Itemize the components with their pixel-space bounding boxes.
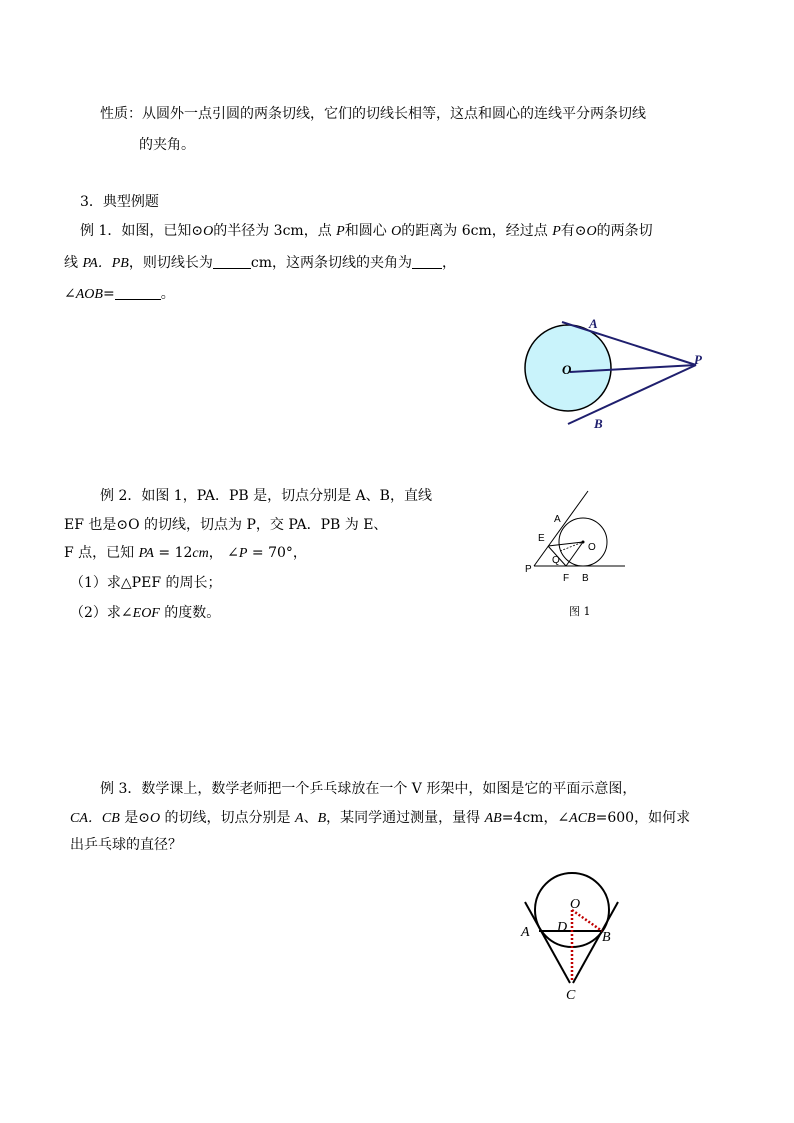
ex3-text: 是⊙ — [119, 810, 150, 826]
ex2-text: （2）求∠ — [70, 605, 133, 621]
ex1-text: 有⊙ — [560, 223, 587, 239]
ex2-label-o: O — [588, 542, 596, 553]
ex2-label-e: E — [538, 533, 545, 544]
property-line-2: 的夹角。 — [139, 137, 195, 153]
ex3-dotted-ob — [572, 910, 602, 931]
ex3-text: 的切线，切点分别是 — [160, 810, 295, 826]
var-pa-pb: PA．PB — [82, 256, 129, 271]
ex1-text: 。 — [160, 286, 175, 302]
ex1-text: 的两条切 — [596, 223, 653, 239]
answer-blank-length[interactable] — [213, 254, 251, 269]
ex2-text: ， ∠ — [208, 545, 239, 561]
ex3-label-a: A — [521, 925, 530, 940]
ex3-label-b: B — [602, 930, 611, 945]
ex3-text: ，某同学通过测量，量得 — [326, 810, 485, 826]
ex3-text: =4cm，∠ — [501, 810, 570, 826]
ex3-text: =600，如何求 — [595, 810, 691, 826]
ex1-label-b: B — [594, 416, 603, 431]
answer-blank-aob[interactable] — [115, 285, 161, 300]
var-cm: cm — [192, 546, 209, 561]
ex2-label-a: A — [554, 514, 561, 525]
ex1-text: 和圆心 — [344, 223, 392, 239]
ex3-line-2 — [70, 808, 690, 829]
ex2-center-dot — [582, 541, 585, 544]
ex2-text: = 70°， — [247, 545, 307, 561]
ex1-text: 的距离为 6cm，经过点 — [401, 223, 553, 239]
ex1-text: ∠ — [64, 286, 76, 302]
var-p: P — [552, 224, 561, 239]
ex2-line-1: 例 2．如图 1，PA．PB 是，切点分别是 A、B，直线 — [100, 488, 432, 504]
ex3-label-o: O — [570, 897, 581, 912]
var-o: O — [149, 811, 161, 826]
ex2-figure — [520, 488, 635, 628]
ex1-text: ，则切线长为 — [128, 255, 213, 271]
var-pa: PA — [138, 546, 154, 561]
ex1-text: 线 — [64, 255, 83, 271]
ex1-label-a: A — [589, 316, 598, 331]
var-p: P — [336, 224, 345, 239]
ex2-text: = 12 — [153, 545, 193, 561]
var-ca-cb: CA．CB — [70, 811, 120, 826]
property-line-1: 性质：从圆外一点引圆的两条切线，它们的切线长相等，这点和圆心的连线平分两条切线 — [100, 106, 646, 122]
answer-blank-angle[interactable] — [412, 254, 442, 269]
ex3-label-d: D — [557, 920, 568, 935]
ex2-line-2: EF 也是⊙O 的切线，切点为 P，交 PA．PB 为 E、 — [64, 517, 388, 533]
ex1-text: 例 1．如图，已知⊙ — [80, 223, 204, 239]
ex2-line-3 — [64, 543, 307, 564]
ex3-line-1: 例 3．数学课上，数学老师把一个乒乓球放在一个 V 形架中，如图是它的平面示意图， — [100, 781, 637, 797]
ex2-text: F 点，已知 — [64, 545, 139, 561]
var-acb: ACB — [569, 811, 596, 826]
ex1-text: ， — [441, 255, 456, 271]
var-aob: AOB — [75, 287, 103, 302]
var-b: B — [317, 811, 327, 826]
ex3-label-c: C — [566, 988, 576, 1003]
ex2-text: 的度数。 — [159, 605, 221, 621]
ex2-question-1: （1）求△PEF 的周长； — [70, 575, 222, 591]
var-p: P — [238, 546, 248, 561]
ex2-label-q: Q — [552, 555, 560, 566]
ex1-text: = — [102, 286, 115, 302]
ex3-text: 、 — [303, 810, 318, 826]
ex3-figure — [515, 870, 630, 1010]
ex2-question-2 — [70, 603, 220, 624]
ex1-line-1 — [80, 221, 653, 242]
var-o: O — [203, 224, 214, 239]
ex2-label-p: P — [525, 564, 532, 575]
var-o: O — [391, 224, 402, 239]
ex1-label-p: P — [694, 352, 702, 367]
ex1-label-o: O — [562, 362, 572, 377]
ex3-side-ca — [525, 902, 570, 983]
var-ab: AB — [484, 811, 502, 826]
ex1-line-3 — [64, 284, 175, 305]
var-a: A — [295, 811, 304, 826]
ex1-text: cm，这两条切线的夹角为 — [250, 255, 412, 271]
section-title: 3．典型例题 — [80, 194, 159, 210]
ex1-line-2 — [64, 253, 456, 274]
ex2-tangent-pa — [534, 491, 588, 566]
ex1-text: 的半径为 3cm，点 — [213, 223, 337, 239]
ex3-line-3: 出乒乓球的直径？ — [70, 837, 182, 853]
ex1-figure — [520, 310, 720, 435]
ex2-caption: 图 1 — [569, 605, 591, 618]
ex2-label-f: F — [563, 573, 570, 584]
var-o: O — [586, 224, 597, 239]
var-eof: EOF — [132, 606, 160, 621]
ex2-label-b: B — [582, 573, 589, 584]
